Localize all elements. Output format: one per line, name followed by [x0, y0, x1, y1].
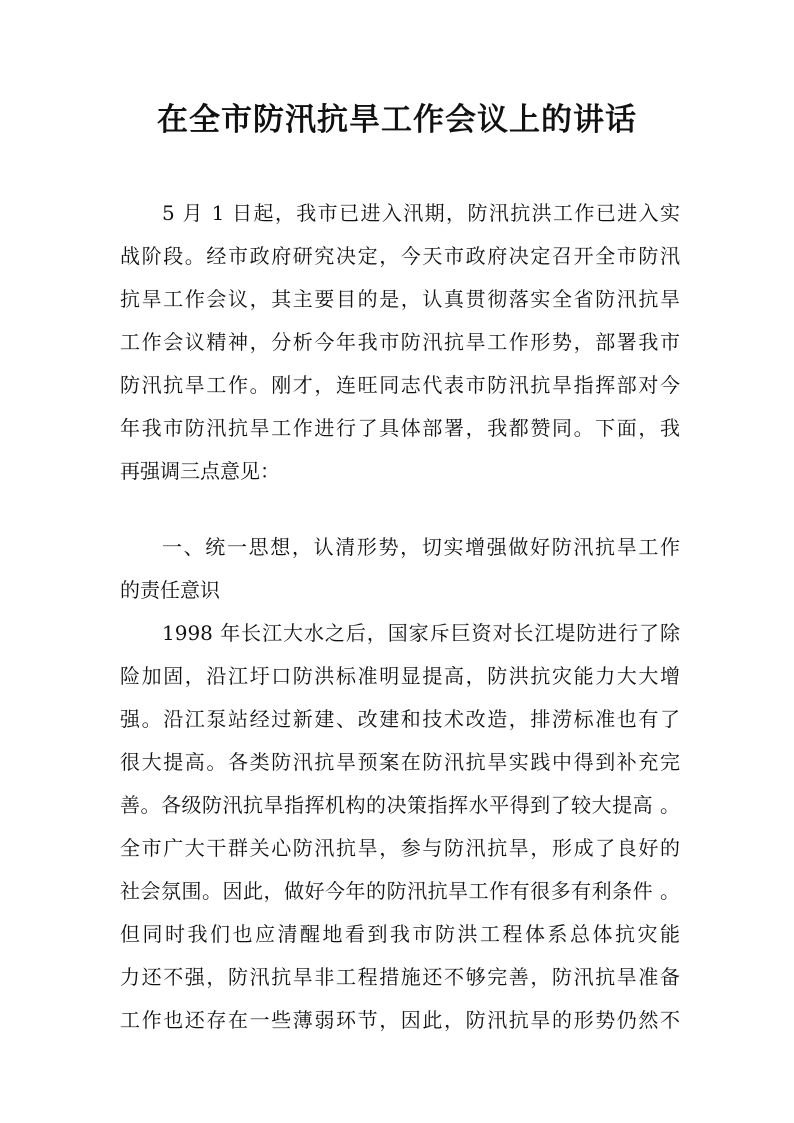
section-body-line-3: 强。沿江泵站经过新建、改建和技术改造，排涝标准也有了 — [120, 707, 680, 731]
intro-line-3: 抗旱工作会议，其主要目的是，认真贯彻落实全省防汛抗旱 — [120, 287, 680, 311]
section-body-line-4: 很大提高。各类防汛抗旱预案在防汛抗旱实践中得到补充完 — [120, 750, 680, 774]
section-body-line-6: 全市广大干群关心防汛抗旱，参与防汛抗旱，形成了良好的 — [120, 836, 680, 860]
section-body-line-1: 1998 年长江大水之后，国家斥巨资对长江堤防进行了除 — [162, 621, 680, 645]
section-body-line-5: 善。各级防汛抗旱指挥机构的决策指挥水平得到了较大提高 。 — [120, 793, 680, 817]
section-heading-line-2: 的责任意识 — [120, 578, 220, 602]
intro-line-6: 年我市防汛抗旱工作进行了具体部署，我都赞同。下面，我 — [120, 416, 680, 440]
section-body-line-10: 工作也还存在一些薄弱环节，因此，防汛抗旱的形势仍然不 — [120, 1008, 680, 1032]
intro-line-7: 再强调三点意见： — [120, 459, 280, 483]
intro-line-2: 战阶段。经市政府研究决定，今天市政府决定召开全市防汛 — [120, 244, 680, 268]
section-heading-line-1: 一、统一思想，认清形势，切实增强做好防汛抗旱工作 — [162, 535, 680, 559]
document-title: 在全市防汛抗旱工作会议上的讲话 — [157, 102, 637, 138]
section-body-line-7: 社会氛围。因此，做好今年的防汛抗旱工作有很多有利条件 。 — [120, 879, 680, 903]
intro-line-4: 工作会议精神，分析今年我市防汛抗旱工作形势，部署我市 — [120, 330, 680, 354]
intro-line-5: 防汛抗旱工作。刚才，连旺同志代表市防汛抗旱指挥部对今 — [120, 373, 680, 397]
section-body-line-8: 但同时我们也应清醒地看到我市防洪工程体系总体抗灾能 — [120, 922, 680, 946]
section-body-line-9: 力还不强，防汛抗旱非工程措施还不够完善，防汛抗旱准备 — [120, 965, 680, 989]
intro-line-1: 5 月 1 日起，我市已进入汛期，防汛抗洪工作已进入实 — [162, 201, 680, 225]
section-body-line-2: 险加固，沿江圩口防洪标准明显提高，防洪抗灾能力大大增 — [120, 664, 680, 688]
